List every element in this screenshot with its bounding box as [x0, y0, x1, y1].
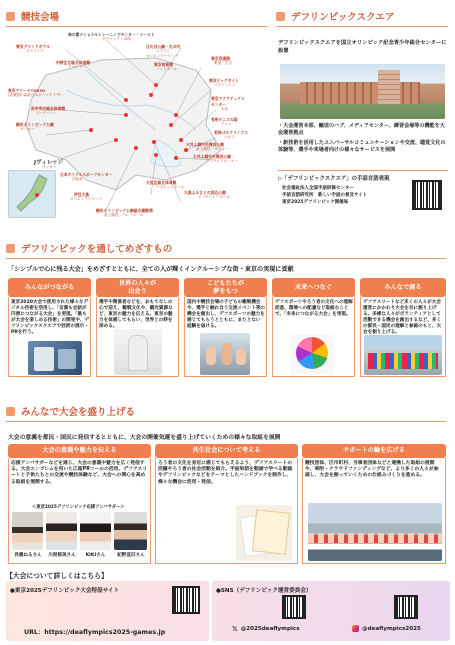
goal-title: みんながつながる [8, 278, 91, 297]
venue-label: 中野区立総合体育館 [56, 60, 91, 65]
venue-marker-icon [174, 156, 178, 160]
site-qr-code[interactable] [172, 586, 200, 614]
building-facade [300, 82, 420, 104]
venue-label: 大井ふ頭中央海浜公園 [186, 142, 224, 147]
venue-sport: ビーチバレーボール [198, 195, 230, 199]
ambassador-photo [46, 512, 77, 550]
venue-sport: サッカー [42, 165, 57, 169]
venue-label: 東京武道館 [211, 56, 230, 61]
venue-sport: 自転車 [72, 177, 83, 181]
together-tagline: 大会の意義を都民・国民に発信するとともに、大会の開催気運を盛り上げていくための様々な取組を展開 [8, 435, 281, 441]
square-video-title: ▷「デフリンピックスクエア」の手話言語表現 [278, 170, 448, 182]
venue-label: 伊豆大島 [74, 192, 90, 197]
goal-photo-children [200, 333, 250, 375]
instagram-account[interactable] [352, 625, 421, 632]
together-title: サポートの輪を広げる [302, 444, 446, 458]
together-heading: みんなで大会を盛り上げる [6, 403, 135, 419]
ambassador-name: 紀野宣旧さん [117, 553, 145, 558]
venue-label: 東京グランドボウル [16, 44, 51, 49]
venue-sport: フィールドホッケー [206, 159, 238, 163]
goal-photo-globe [290, 335, 334, 375]
venue-marker-icon [124, 98, 128, 102]
ambassador-name: 長濱ねるさん [14, 553, 42, 558]
venue-sport: 陸上競技・バレーボール [104, 213, 144, 217]
x-handle[interactable]: @2025deaflympics [240, 626, 300, 632]
venue-sport: 陸上競技・サッカー [196, 147, 229, 151]
heading-marker-icon [6, 244, 15, 253]
venue-marker-icon [174, 113, 178, 117]
square-intro: デフリンピックスクエアを国立オリンピック記念青少年総合センターに設置 [278, 40, 447, 54]
heading-marker-icon [276, 12, 285, 21]
square-heading: デフリンピックスクエア [276, 8, 394, 24]
handbook-photo [236, 505, 292, 561]
square-building-photo [280, 64, 445, 119]
venue-label: 若洲ゴルフリンクス [214, 130, 248, 135]
ambassador-name: 川俣郁美さん [48, 553, 76, 558]
together-heading-rule [6, 421, 446, 422]
venue-marker-icon [134, 146, 138, 150]
venue-label: 府中市立総合体育館 [31, 106, 66, 111]
play-arrow-icon: ▷ [278, 176, 283, 182]
goal-title: こどもたちが 夢をもつ [184, 278, 267, 297]
venue-label: 東京ビッグサイト [209, 78, 239, 83]
venue-label: 東京アリーナTOKYO [8, 88, 46, 93]
instagram-logo-icon [352, 625, 359, 632]
venue-marker-icon [169, 123, 173, 127]
venue-marker-icon [152, 140, 156, 144]
venue-label: 日比谷公園・丸の内 [146, 44, 181, 49]
venue-label: 大森ふるさとの浜辺公園 [184, 190, 226, 195]
goal-photo-visitors [114, 329, 162, 375]
goal-body: デフアスリートなど多くの人々が大会運営にかかわり大会を共に創り上げる。多様な人々がボランティアとして活動できる機会を創出するなど、多くの都民・国民の理解と参画のもと、大会を創り上げる。 [363, 300, 442, 335]
heading-marker-icon [6, 407, 15, 416]
support-group-photo [308, 503, 442, 561]
goals-heading-rule [6, 258, 446, 259]
ambassador-caption: ＜東京2025デフリンピック応援アンバサダー＞ [32, 505, 125, 510]
venue-sport: テニス [221, 122, 232, 126]
venue-sport: ゴルフ [224, 135, 235, 139]
goal-body: 東京2020大会で使用された様々なデジタル技術を活用し、「言葉も会話が円滑につながる大会」を実現。「誰もが大会を楽しめる技術」の開発や、デフリンピックスクエアで技術の展示・PRを行う。 [11, 300, 90, 335]
venue-sport: 水泳 [221, 107, 229, 111]
venue-label: 駒沢オリンピック公園総合運動場 [96, 208, 153, 213]
venue-label: 駒沢オリンピック公園 [16, 122, 54, 127]
venue-marker-icon [179, 138, 183, 142]
goal-body: 国内や競技会場の子どもの観戦機会や、選手と触れ合う交流イベント等の機会を創出し、デフスポーツの魅力を感じてもらうとともに、またとない経験を届ける。 [187, 300, 266, 329]
japan-inset-map [8, 170, 56, 218]
sns-label: ●SNS（デフリンピック運営委員会） [216, 588, 312, 594]
japan-outline-graphic [9, 171, 56, 218]
goal-body: デフスポーツやろう者の文化への理解促進、環境への配慮など取組むことで、「未来につながる大会」を実現。 [275, 300, 353, 317]
goal-title: 未来へつなぐ [272, 278, 355, 297]
heading-marker-icon [6, 12, 15, 21]
venue-sport: (武蔵野の森総合スポーツプラザ) [8, 93, 61, 97]
venue-marker-icon [184, 148, 188, 152]
venue-label: 日本サイクルスポーツセンター [60, 172, 113, 177]
instagram-handle[interactable]: @deaflympics2025 [362, 625, 421, 632]
together-body: ろう者の文化を身近に感じてもらえるよう、デフアスリートの活躍やろう者の社会活動を紹介。手話単語を動画で学べる動画やデフリンピックなどをテーマとしたハンドブックを制作し、様々な機会に活用・発信。 [158, 461, 293, 485]
venue-label: 大井ふ頭中央海浜公園 [193, 154, 231, 159]
x-qr-code[interactable] [282, 595, 306, 619]
venue-sport: ビーチバレー [36, 111, 58, 115]
venue-marker-icon [124, 113, 128, 117]
venue-sport: サッカー [20, 127, 35, 131]
together-title: 大会の意義や魅力を伝える [8, 444, 151, 458]
venue-label: 東京体育館 [154, 62, 173, 67]
together-body: 応援アンバサダーなどを通じ、大会の意義や魅力を広く発信する。大会エンブレムを用いた広報PRツールの活用、デフアスリートと子供たちとの交流や競技体験など、大会への関心を高める取組を展開する。 [11, 461, 148, 485]
venue-sport: バドミントン [214, 83, 236, 87]
ambassador-photo [114, 512, 147, 550]
square-credits: 社会福祉法人全国手話研修センター 手話言語研究所 新しい手話の普及サイト 東京2025デフリンピック開催局 [282, 186, 368, 205]
venue-sport: テコンドー [68, 65, 86, 69]
venue-label: Jヴィレッジ [34, 160, 64, 166]
square-bullet: ・新技術を活用したユニバーサルコミュニケーションや交流、聴覚文化の体験等、選手や来場者向けの様々なサービスを展開 [278, 139, 446, 154]
venue-sport: マラソン [156, 49, 171, 53]
site-url[interactable] [24, 627, 165, 636]
venue-marker-icon [114, 138, 118, 142]
venue-sport: バスケットボール [156, 185, 185, 189]
ambassador-photo [12, 512, 43, 550]
venue-sport: 柔道・空手 [214, 61, 232, 65]
venue-label: 東京アクアティクス センター [211, 96, 245, 107]
venue-label: 大田区総合体育館 [146, 180, 177, 185]
venue-sport: ボウリング・卓球 [102, 37, 131, 41]
venue-marker-icon [154, 153, 158, 157]
venue-label: 味の素ナショナルトレーニングセンター・イースト [68, 32, 155, 37]
goal-photo-volunteers [364, 335, 442, 375]
goal-title: みんなで創る [360, 278, 446, 297]
venues-heading: 競技会場 [6, 8, 59, 24]
x-logo-icon: 𝕏 [232, 625, 238, 633]
url-prefix: URL： [24, 629, 45, 636]
goals-tagline: 「シンプルで心に残る大会」をめざすとともに、全ての人が輝くインクルーシブな街・東京の実現に貢献 [8, 266, 294, 273]
together-title: 共生社会について考える [155, 444, 298, 458]
together-body: 競技団体、区市町村、当事者団体などと連携した取組の展開や、寄附・クラウドファンディングなど、より多くの人々が参画し、大会を創っていくための仕組みづくりを進める。 [305, 461, 439, 479]
instagram-qr-code[interactable] [394, 595, 418, 619]
square-heading-rule [276, 26, 448, 27]
venue-sport: オリエンテーリング [70, 197, 103, 201]
ambassador-photo [80, 512, 111, 550]
square-qr-code[interactable] [412, 180, 442, 210]
footer-heading: 【大会について詳しくはこちら】 [6, 572, 108, 580]
venue-sport: オリエンテーリング [146, 54, 179, 58]
building-tower [378, 70, 400, 104]
venue-map [6, 30, 270, 230]
venues-heading-rule [6, 26, 268, 27]
ambassador-name: KIKIさん [85, 553, 106, 558]
url-link[interactable]: https://deaflympics2025-games.jp [44, 629, 166, 636]
venue-label: 有明テニスの森 [211, 117, 238, 122]
venue-sport: ハンドボール [156, 67, 178, 71]
square-bullets [278, 123, 448, 155]
square-bullet: ・大会運営本部、輸送のハブ、メディアセンター、練習会場等の機能を大会運営拠点 [278, 123, 445, 137]
goal-body: 選手や関係者などを、おもてなしの心で迎え、観戦文化や、観光資源など、東京の魅力を伝える。東京の魅力を体感してもらい、世界との絆を深める。 [99, 300, 173, 329]
venue-marker-icon [149, 93, 153, 97]
venue-marker-icon [154, 83, 158, 87]
x-account[interactable] [232, 625, 300, 633]
goal-title: 世界の人々が 出会う [96, 278, 179, 297]
venue-sport: ボウリング [26, 49, 44, 53]
goal-photo-tech [28, 341, 82, 375]
venue-marker-icon [89, 128, 93, 132]
goals-heading: デフリンピックを通してめざすもの [6, 240, 172, 256]
site-label: ●東京2025デフリンピック大会特設サイト [10, 588, 120, 594]
